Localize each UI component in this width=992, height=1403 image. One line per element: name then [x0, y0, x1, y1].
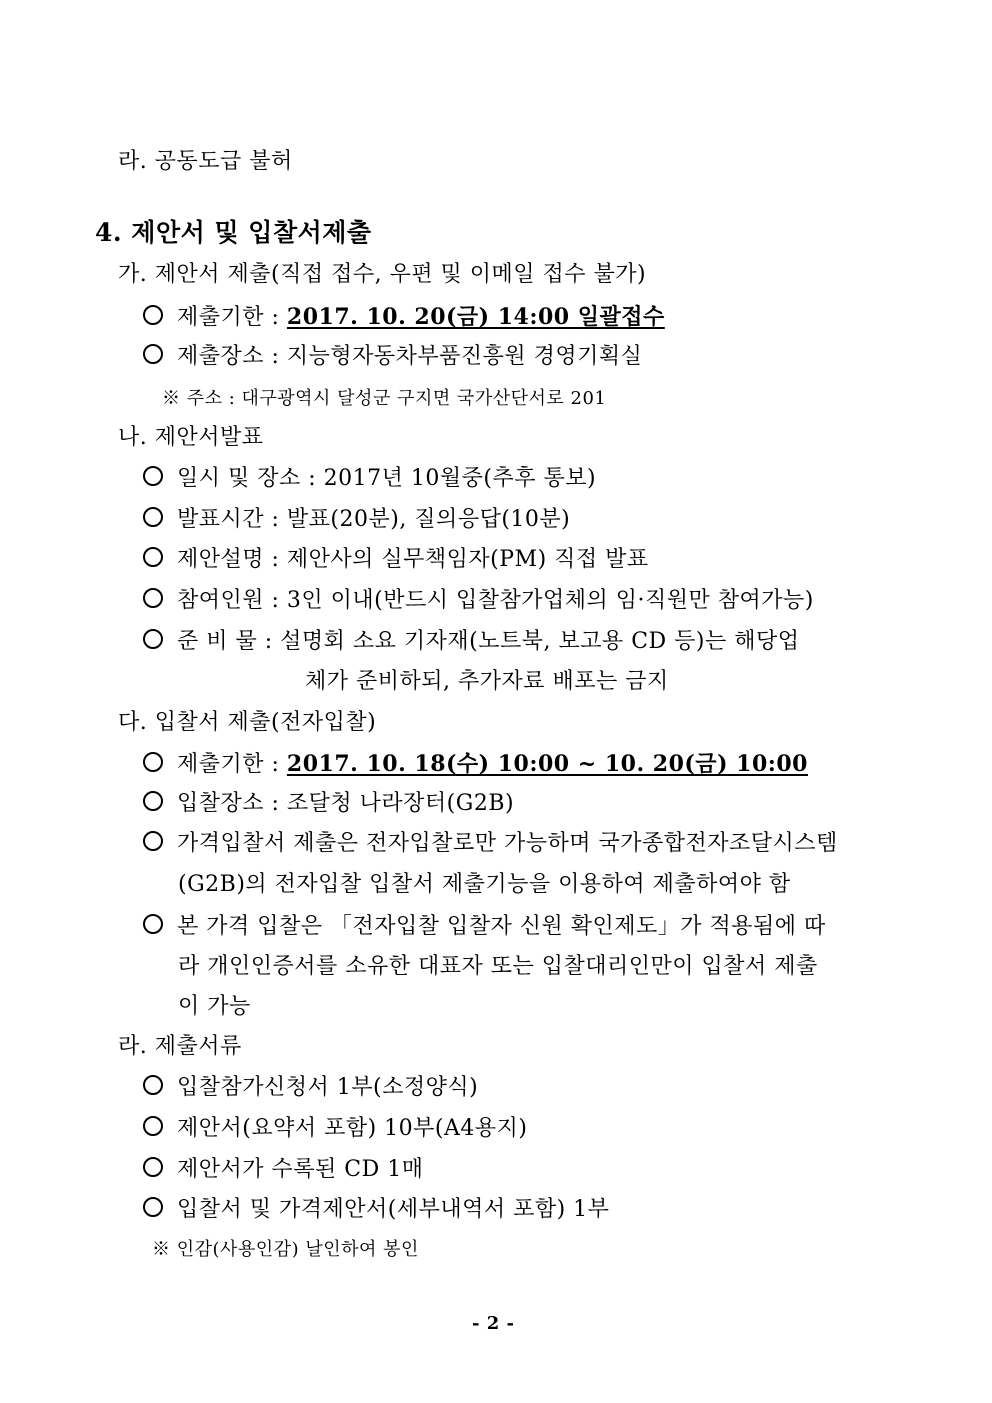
list-item-preparation: 준 비 물 : 설명회 소요 기자재(노트북, 보고용 CD 등)는 해당업 — [143, 627, 895, 657]
section-4-heading: 4. 제안서 및 입찰서제출 — [95, 218, 372, 247]
circle-bullet-icon — [143, 507, 163, 527]
list-item-ga-place: 제출장소 : 지능형자동차부품진흥원 경영기획실 — [143, 342, 642, 372]
list-item: 입찰참가신청서 1부(소정양식) — [143, 1073, 478, 1103]
circle-bullet-icon — [143, 547, 163, 567]
list-item-preparation-cont: 체가 준비하되, 추가자료 배포는 금지 — [305, 669, 669, 694]
subsection-ra-title: 라. 제출서류 — [118, 1034, 242, 1059]
page-number: - 2 - — [472, 1313, 515, 1334]
list-item: 발표시간 : 발표(20분), 질의응답(10분) — [143, 505, 570, 535]
deadline-value: 2017. 10. 20(금) 14:00 일괄접수 — [286, 304, 665, 330]
deadline-value: 2017. 10. 18(수) 10:00 ~ 10. 20(금) 10:00 — [286, 751, 808, 777]
circle-bullet-icon — [143, 752, 163, 772]
circle-bullet-icon — [143, 831, 163, 851]
subsection-ga-title: 가. 제안서 제출(직접 접수, 우편 및 이메일 접수 불가) — [118, 262, 647, 287]
circle-bullet-icon — [143, 1075, 163, 1095]
list-item: 일시 및 장소 : 2017년 10월중(추후 통보) — [143, 464, 596, 494]
circle-bullet-icon — [143, 1197, 163, 1217]
subsection-na-title: 나. 제안서발표 — [118, 425, 264, 450]
list-item-da-cert-cont: 이 가능 — [178, 994, 251, 1019]
list-item-ga-deadline: 제출기한 : 2017. 10. 20(금) 14:00 일괄접수 — [143, 302, 665, 333]
circle-bullet-icon — [143, 1157, 163, 1177]
circle-bullet-icon — [143, 588, 163, 608]
circle-bullet-icon — [143, 466, 163, 486]
list-item: 제안서(요약서 포함) 10부(A4용지) — [143, 1114, 527, 1144]
list-item-da-price-cont: (G2B)의 전자입찰 입찰서 제출기능을 이용하여 제출하여야 함 — [178, 872, 791, 897]
subsection-da-title: 다. 입찰서 제출(전자입찰) — [118, 710, 377, 735]
address-note: ※ 주소 : 대구광역시 달성군 구지면 국가산단서로 201 — [162, 388, 607, 409]
circle-bullet-icon — [143, 344, 163, 364]
list-item: 제안설명 : 제안사의 실무책임자(PM) 직접 발표 — [143, 545, 649, 575]
list-item: 참여인원 : 3인 이내(반드시 입찰참가업체의 임·직원만 참여가능) — [143, 586, 814, 616]
circle-bullet-icon — [143, 1116, 163, 1136]
list-item-da-deadline: 제출기한 : 2017. 10. 18(수) 10:00 ~ 10. 20(금) 10:00 — [143, 749, 808, 780]
list-item: 제안서가 수록된 CD 1매 — [143, 1155, 423, 1185]
section-ra-joint-contract: 라. 공동도급 불허 — [118, 149, 293, 174]
list-item-da-price: 가격입찰서 제출은 전자입찰로만 가능하며 국가종합전자조달시스템 — [143, 829, 838, 859]
list-item-da-cert-cont: 라 개인인증서를 소유한 대표자 또는 입찰대리인만이 입찰서 제출 — [178, 954, 818, 979]
circle-bullet-icon — [143, 629, 163, 649]
list-item: 입찰서 및 가격제안서(세부내역서 포함) 1부 — [143, 1195, 609, 1225]
list-item-da-cert: 본 가격 입찰은 「전자입찰 입찰자 신원 확인제도」가 적용됨에 따 — [143, 912, 826, 942]
seal-note: ※ 인감(사용인감) 날인하여 봉인 — [152, 1239, 419, 1260]
list-item-da-place: 입찰장소 : 조달청 나라장터(G2B) — [143, 789, 514, 819]
circle-bullet-icon — [143, 914, 163, 934]
circle-bullet-icon — [143, 305, 163, 325]
circle-bullet-icon — [143, 791, 163, 811]
